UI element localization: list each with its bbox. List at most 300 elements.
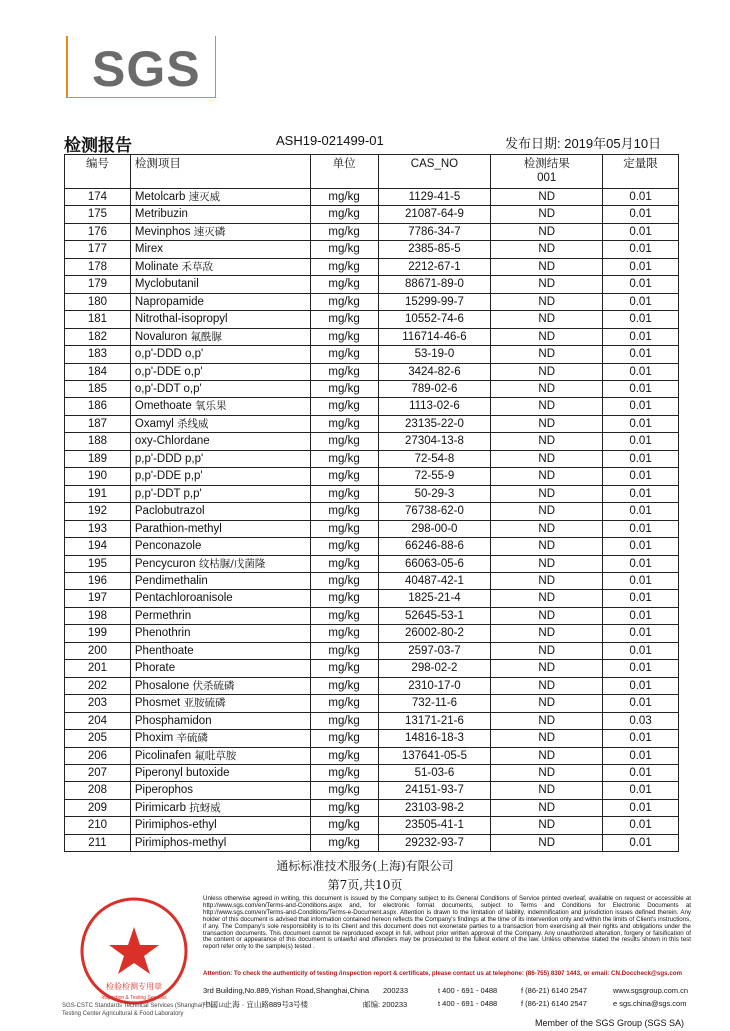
cell-test-item	[130, 328, 310, 345]
lab-line-2: Testing Center Agricultural & Food Laboratory	[62, 1011, 184, 1017]
cell-loq: 0.01	[603, 363, 679, 380]
table-row	[65, 782, 679, 799]
cell-loq: 0.01	[603, 572, 679, 589]
cell-cas: 2597-03-7	[378, 642, 491, 659]
table-row	[65, 730, 679, 747]
cell-loq: 0.01	[603, 380, 679, 397]
col-unit: 单位	[310, 155, 378, 189]
cell-test-item	[130, 747, 310, 764]
cell-cas: 298-02-2	[378, 660, 491, 677]
cell-number: 207	[65, 764, 131, 781]
cell-test-item	[130, 520, 310, 537]
cell-unit: mg/kg	[310, 293, 378, 310]
cell-loq: 0.01	[603, 799, 679, 816]
cell-unit: mg/kg	[310, 468, 378, 485]
table-row	[65, 433, 679, 450]
cell-result: ND	[491, 346, 603, 363]
cell-unit: mg/kg	[310, 695, 378, 712]
cell-unit: mg/kg	[310, 834, 378, 851]
item-name-en: Piperophos	[134, 784, 194, 797]
cell-result: ND	[491, 677, 603, 694]
cell-cas: 2385-85-5	[378, 241, 491, 258]
cell-unit: mg/kg	[310, 241, 378, 258]
seal-english: Inspection & Testing Services	[101, 995, 167, 1001]
cell-test-item	[130, 346, 310, 363]
cell-number: 187	[65, 415, 131, 432]
col-result-sample: 001	[537, 172, 557, 184]
cell-result: ND	[491, 660, 603, 677]
item-name-cn: 辛硫磷	[176, 732, 208, 745]
cell-result: ND	[491, 206, 603, 223]
address-en: 3rd Building,No.889,Yishan Road,Shanghai,China	[203, 986, 370, 995]
cell-unit: mg/kg	[310, 625, 378, 642]
cell-result: ND	[491, 764, 603, 781]
table-row	[65, 503, 679, 520]
cell-result: ND	[491, 450, 603, 467]
col-loq: 定量限	[603, 155, 679, 189]
cell-number: 195	[65, 555, 131, 572]
table-row	[65, 607, 679, 624]
item-name-cn: 速灭磷	[193, 225, 226, 238]
item-name-en: Metribuzin	[134, 208, 188, 221]
cell-cas: 732-11-6	[378, 695, 491, 712]
cell-unit: mg/kg	[310, 782, 378, 799]
cell-result: ND	[491, 223, 603, 240]
logo-text: SGS	[92, 41, 201, 97]
cell-loq: 0.01	[603, 625, 679, 642]
cell-unit: mg/kg	[310, 503, 378, 520]
cell-cas: 1113-02-6	[378, 398, 491, 415]
cell-loq: 0.01	[603, 258, 679, 275]
tel-en: t 400 - 691 - 0488	[438, 986, 498, 995]
col-number: 编号	[65, 155, 131, 189]
cell-loq: 0.01	[603, 764, 679, 781]
cell-number: 176	[65, 223, 131, 240]
cell-test-item	[130, 450, 310, 467]
cell-result: ND	[491, 363, 603, 380]
cell-number: 198	[65, 607, 131, 624]
cell-result: ND	[491, 241, 603, 258]
cell-number: 191	[65, 485, 131, 502]
table-row	[65, 328, 679, 345]
item-name-cn: 抗蚜威	[189, 801, 221, 814]
cell-loq: 0.01	[603, 660, 679, 677]
cell-cas: 76738-62-0	[378, 503, 491, 520]
item-name-cn: 伏杀硫磷	[192, 679, 235, 692]
cell-loq: 0.01	[603, 730, 679, 747]
cell-loq: 0.01	[603, 189, 679, 206]
cell-result: ND	[491, 380, 603, 397]
issue-date: 发布日期: 2019年05月10日	[505, 136, 662, 151]
cell-test-item	[130, 380, 310, 397]
cell-result: ND	[491, 276, 603, 293]
cell-loq: 0.01	[603, 747, 679, 764]
item-name-en: p,p'-DDD p,p'	[134, 452, 204, 465]
cell-loq: 0.01	[603, 607, 679, 624]
cell-number: 182	[65, 328, 131, 345]
item-name-cn: 杀线威	[177, 417, 209, 430]
cell-cas: 2310-17-0	[378, 677, 491, 694]
cell-test-item	[130, 677, 310, 694]
tel-cn: t 400 - 691 - 0488	[438, 999, 498, 1008]
cell-result: ND	[491, 782, 603, 799]
cell-cas: 3424-82-6	[378, 363, 491, 380]
table-row	[65, 380, 679, 397]
cell-loq: 0.01	[603, 311, 679, 328]
table-row	[65, 834, 679, 851]
table-row	[65, 764, 679, 781]
cell-test-item	[130, 223, 310, 240]
item-name-en: Parathion-methyl	[134, 522, 222, 535]
table-row	[65, 799, 679, 816]
cell-unit: mg/kg	[310, 730, 378, 747]
cell-test-item	[130, 206, 310, 223]
cell-result: ND	[491, 398, 603, 415]
cell-loq: 0.01	[603, 328, 679, 345]
item-name-en: Napropamide	[134, 295, 204, 308]
cell-test-item	[130, 782, 310, 799]
cell-cas: 72-54-8	[378, 450, 491, 467]
table-row	[65, 642, 679, 659]
cell-number: 209	[65, 799, 131, 816]
cell-number: 199	[65, 625, 131, 642]
table-row	[65, 415, 679, 432]
item-name-cn: 纹枯脲/戊菌隆	[198, 557, 266, 570]
table-row	[65, 712, 679, 729]
cell-test-item	[130, 695, 310, 712]
item-name-en: Phorate	[134, 662, 176, 675]
cell-unit: mg/kg	[310, 642, 378, 659]
cell-loq: 0.01	[603, 346, 679, 363]
cell-loq: 0.01	[603, 677, 679, 694]
item-name-en: Pirimiphos-methyl	[134, 836, 227, 849]
cell-test-item	[130, 398, 310, 415]
cell-result: ND	[491, 555, 603, 572]
lab-line-1: SGS-CSTC Standards Technical Services (Shanghai) Co., Ltd.	[62, 1003, 229, 1009]
table-header-row	[65, 155, 679, 189]
cell-number: 210	[65, 817, 131, 834]
cell-loq: 0.01	[603, 223, 679, 240]
item-name-en: Myclobutanil	[134, 278, 199, 291]
cell-test-item	[130, 293, 310, 310]
cell-test-item	[130, 189, 310, 206]
cell-loq: 0.01	[603, 642, 679, 659]
cell-test-item	[130, 607, 310, 624]
item-name-en: p,p'-DDE p,p'	[134, 470, 203, 483]
cell-cas: 53-19-0	[378, 346, 491, 363]
cell-result: ND	[491, 503, 603, 520]
cell-cas: 27304-13-8	[378, 433, 491, 450]
cell-number: 206	[65, 747, 131, 764]
cell-unit: mg/kg	[310, 607, 378, 624]
cell-unit: mg/kg	[310, 363, 378, 380]
cell-number: 208	[65, 782, 131, 799]
col-result	[491, 155, 603, 189]
cell-loq: 0.01	[603, 241, 679, 258]
cell-result: ND	[491, 468, 603, 485]
cell-test-item	[130, 590, 310, 607]
item-name-en: Molinate	[134, 260, 179, 273]
table-row	[65, 590, 679, 607]
table-row	[65, 625, 679, 642]
cell-cas: 66063-05-6	[378, 555, 491, 572]
cell-number: 177	[65, 241, 131, 258]
cell-cas: 15299-99-7	[378, 293, 491, 310]
cell-loq: 0.01	[603, 590, 679, 607]
item-name-en: Pentachloroanisole	[134, 592, 233, 605]
report-number: ASH19-021499-01	[276, 133, 384, 148]
cell-result: ND	[491, 625, 603, 642]
table-row	[65, 241, 679, 258]
cell-cas: 1825-21-4	[378, 590, 491, 607]
attention-notice: Attention: To check the authenticity of testing /inspection report & certificate, please contact us at telephone: (86-755) 8307 1443, or email: CN.Doccheck@sgs.com	[203, 970, 683, 977]
cell-test-item	[130, 730, 310, 747]
cell-cas: 298-00-0	[378, 520, 491, 537]
cell-cas: 2212-67-1	[378, 258, 491, 275]
cell-cas: 88671-89-0	[378, 276, 491, 293]
cell-result: ND	[491, 189, 603, 206]
cell-unit: mg/kg	[310, 555, 378, 572]
item-name-en: Mevinphos	[134, 225, 191, 238]
cell-loq: 0.01	[603, 293, 679, 310]
cell-unit: mg/kg	[310, 206, 378, 223]
cell-loq: 0.01	[603, 520, 679, 537]
cell-number: 189	[65, 450, 131, 467]
cell-number: 174	[65, 189, 131, 206]
cell-unit: mg/kg	[310, 346, 378, 363]
table-row	[65, 398, 679, 415]
item-name-en: Phenthoate	[134, 644, 194, 657]
cell-result: ND	[491, 834, 603, 851]
cell-result: ND	[491, 817, 603, 834]
col-test-item: 检测项目	[130, 155, 310, 189]
member-note: Member of the SGS Group (SGS SA)	[535, 1018, 685, 1028]
cell-loq: 0.01	[603, 555, 679, 572]
cell-number: 183	[65, 346, 131, 363]
cell-unit: mg/kg	[310, 677, 378, 694]
address-cn: 中国 · 上海 · 宜山路889号3号楼	[203, 1000, 309, 1009]
cell-unit: mg/kg	[310, 398, 378, 415]
item-name-en: Omethoate	[134, 400, 192, 413]
cell-cas: 14816-18-3	[378, 730, 491, 747]
cell-loq: 0.01	[603, 538, 679, 555]
cell-unit: mg/kg	[310, 764, 378, 781]
table-row	[65, 311, 679, 328]
cell-result: ND	[491, 607, 603, 624]
cell-result: ND	[491, 572, 603, 589]
item-name-en: Phosmet	[134, 697, 181, 710]
cell-number: 201	[65, 660, 131, 677]
cell-unit: mg/kg	[310, 538, 378, 555]
item-name-en: o,p'-DDE o,p'	[134, 365, 203, 378]
cell-cas: 21087-64-9	[378, 206, 491, 223]
cell-number: 181	[65, 311, 131, 328]
table-row	[65, 346, 679, 363]
table-row	[65, 450, 679, 467]
cell-number: 205	[65, 730, 131, 747]
cell-number: 193	[65, 520, 131, 537]
cell-unit: mg/kg	[310, 433, 378, 450]
cell-unit: mg/kg	[310, 747, 378, 764]
table-row	[65, 747, 679, 764]
cell-unit: mg/kg	[310, 485, 378, 502]
item-name-en: Penconazole	[134, 540, 202, 553]
cell-number: 194	[65, 538, 131, 555]
item-name-en: Permethrin	[134, 609, 192, 622]
cell-cas: 51-03-6	[378, 764, 491, 781]
cell-result: ND	[491, 695, 603, 712]
cell-cas: 40487-42-1	[378, 572, 491, 589]
cell-test-item	[130, 415, 310, 432]
cell-cas: 66246-88-6	[378, 538, 491, 555]
cell-loq: 0.01	[603, 503, 679, 520]
table-row	[65, 468, 679, 485]
cell-number: 175	[65, 206, 131, 223]
website-link[interactable]: www.sgsgroup.com.cn	[613, 986, 689, 995]
item-name-en: Pirimicarb	[134, 801, 186, 814]
table-row	[65, 520, 679, 537]
cell-cas: 10552-74-6	[378, 311, 491, 328]
cell-unit: mg/kg	[310, 660, 378, 677]
item-name-en: Piperonyl butoxide	[134, 766, 230, 779]
table-row	[65, 485, 679, 502]
cell-unit: mg/kg	[310, 276, 378, 293]
seal-subtitle: 检验检测专用章	[106, 982, 162, 991]
cell-unit: mg/kg	[310, 450, 378, 467]
cell-number: 200	[65, 642, 131, 659]
table-row	[65, 677, 679, 694]
item-name-en: Picolinafen	[134, 749, 192, 762]
cell-number: 202	[65, 677, 131, 694]
postcode-cn: 邮编: 200233	[363, 1000, 408, 1009]
cell-loq: 0.01	[603, 782, 679, 799]
cell-loq: 0.01	[603, 817, 679, 834]
item-name-en: p,p'-DDT p,p'	[134, 487, 202, 500]
report-title: 检测报告	[64, 136, 132, 155]
cell-loq: 0.01	[603, 206, 679, 223]
item-name-en: Mirex	[134, 243, 163, 256]
cell-test-item	[130, 834, 310, 851]
cell-number: 188	[65, 433, 131, 450]
cell-loq: 0.01	[603, 695, 679, 712]
cell-number: 203	[65, 695, 131, 712]
cell-number: 179	[65, 276, 131, 293]
cell-loq: 0.01	[603, 450, 679, 467]
item-name-cn: 亚胺硫磷	[183, 697, 226, 710]
cell-result: ND	[491, 747, 603, 764]
item-name-en: Nitrothal-isopropyl	[134, 313, 228, 326]
item-name-cn: 速灭威	[188, 191, 221, 203]
cell-cas: 13171-21-6	[378, 712, 491, 729]
cell-result: ND	[491, 433, 603, 450]
table-row	[65, 660, 679, 677]
item-name-cn: 氟吡草胺	[194, 749, 237, 762]
fax-cn: f (86-21) 6140 2547	[521, 999, 587, 1008]
item-name-en: Metolcarb	[134, 191, 186, 203]
col-result-label: 检测结果	[523, 158, 570, 170]
cell-cas: 24151-93-7	[378, 782, 491, 799]
table-row	[65, 189, 679, 206]
cell-cas: 116714-46-6	[378, 328, 491, 345]
cell-cas: 23135-22-0	[378, 415, 491, 432]
cell-unit: mg/kg	[310, 817, 378, 834]
cell-cas: 23505-41-1	[378, 817, 491, 834]
item-name-en: o,p'-DDT o,p'	[134, 382, 202, 395]
item-name-en: Pirimiphos-ethyl	[134, 819, 217, 832]
cell-test-item	[130, 764, 310, 781]
cell-cas: 137641-05-5	[378, 747, 491, 764]
item-name-cn: 氧乐果	[194, 400, 227, 413]
table-body	[65, 189, 679, 852]
item-name-en: oxy-Chlordane	[134, 435, 210, 448]
email-link[interactable]: e sgs.china@sgs.com	[613, 999, 687, 1008]
cell-unit: mg/kg	[310, 380, 378, 397]
cell-result: ND	[491, 311, 603, 328]
cell-loq: 0.01	[603, 468, 679, 485]
table-row	[65, 206, 679, 223]
cell-test-item	[130, 538, 310, 555]
cell-result: ND	[491, 730, 603, 747]
cell-cas: 23103-98-2	[378, 799, 491, 816]
cell-result: ND	[491, 328, 603, 345]
table-row	[65, 555, 679, 572]
cell-test-item	[130, 572, 310, 589]
cell-test-item	[130, 555, 310, 572]
cell-loq: 0.01	[603, 433, 679, 450]
item-name-en: Phenothrin	[134, 627, 191, 640]
item-name-en: Novaluron	[134, 330, 188, 343]
cell-loq: 0.01	[603, 415, 679, 432]
cell-number: 185	[65, 380, 131, 397]
cell-number: 186	[65, 398, 131, 415]
cell-unit: mg/kg	[310, 311, 378, 328]
cell-number: 196	[65, 572, 131, 589]
cell-loq: 0.01	[603, 485, 679, 502]
cell-unit: mg/kg	[310, 712, 378, 729]
cell-test-item	[130, 311, 310, 328]
sgs-logo	[66, 36, 218, 100]
fax-en: f (86-21) 6140 2547	[521, 986, 587, 995]
item-name-en: o,p'-DDD o,p'	[134, 348, 204, 361]
item-name-en: Paclobutrazol	[134, 505, 205, 518]
cell-test-item	[130, 241, 310, 258]
cell-loq: 0.01	[603, 834, 679, 851]
cell-unit: mg/kg	[310, 189, 378, 206]
item-name-en: Pencycuron	[134, 557, 196, 570]
cell-unit: mg/kg	[310, 223, 378, 240]
cell-cas: 26002-80-2	[378, 625, 491, 642]
item-name-en: Pendimethalin	[134, 574, 208, 587]
table-row	[65, 538, 679, 555]
cell-test-item	[130, 433, 310, 450]
cell-number: 197	[65, 590, 131, 607]
cell-number: 204	[65, 712, 131, 729]
cell-test-item	[130, 485, 310, 502]
cell-result: ND	[491, 293, 603, 310]
cell-number: 178	[65, 258, 131, 275]
cell-cas: 789-02-6	[378, 380, 491, 397]
cell-number: 184	[65, 363, 131, 380]
table-row	[65, 293, 679, 310]
postcode-en: 200233	[383, 986, 409, 995]
item-name-cn: 禾草敌	[181, 260, 214, 273]
cell-loq: 0.01	[603, 398, 679, 415]
cell-result: ND	[491, 538, 603, 555]
cell-test-item	[130, 363, 310, 380]
item-name-en: Phosphamidon	[134, 714, 212, 727]
item-name-cn: 氟酰脲	[190, 330, 222, 343]
cell-test-item	[130, 642, 310, 659]
